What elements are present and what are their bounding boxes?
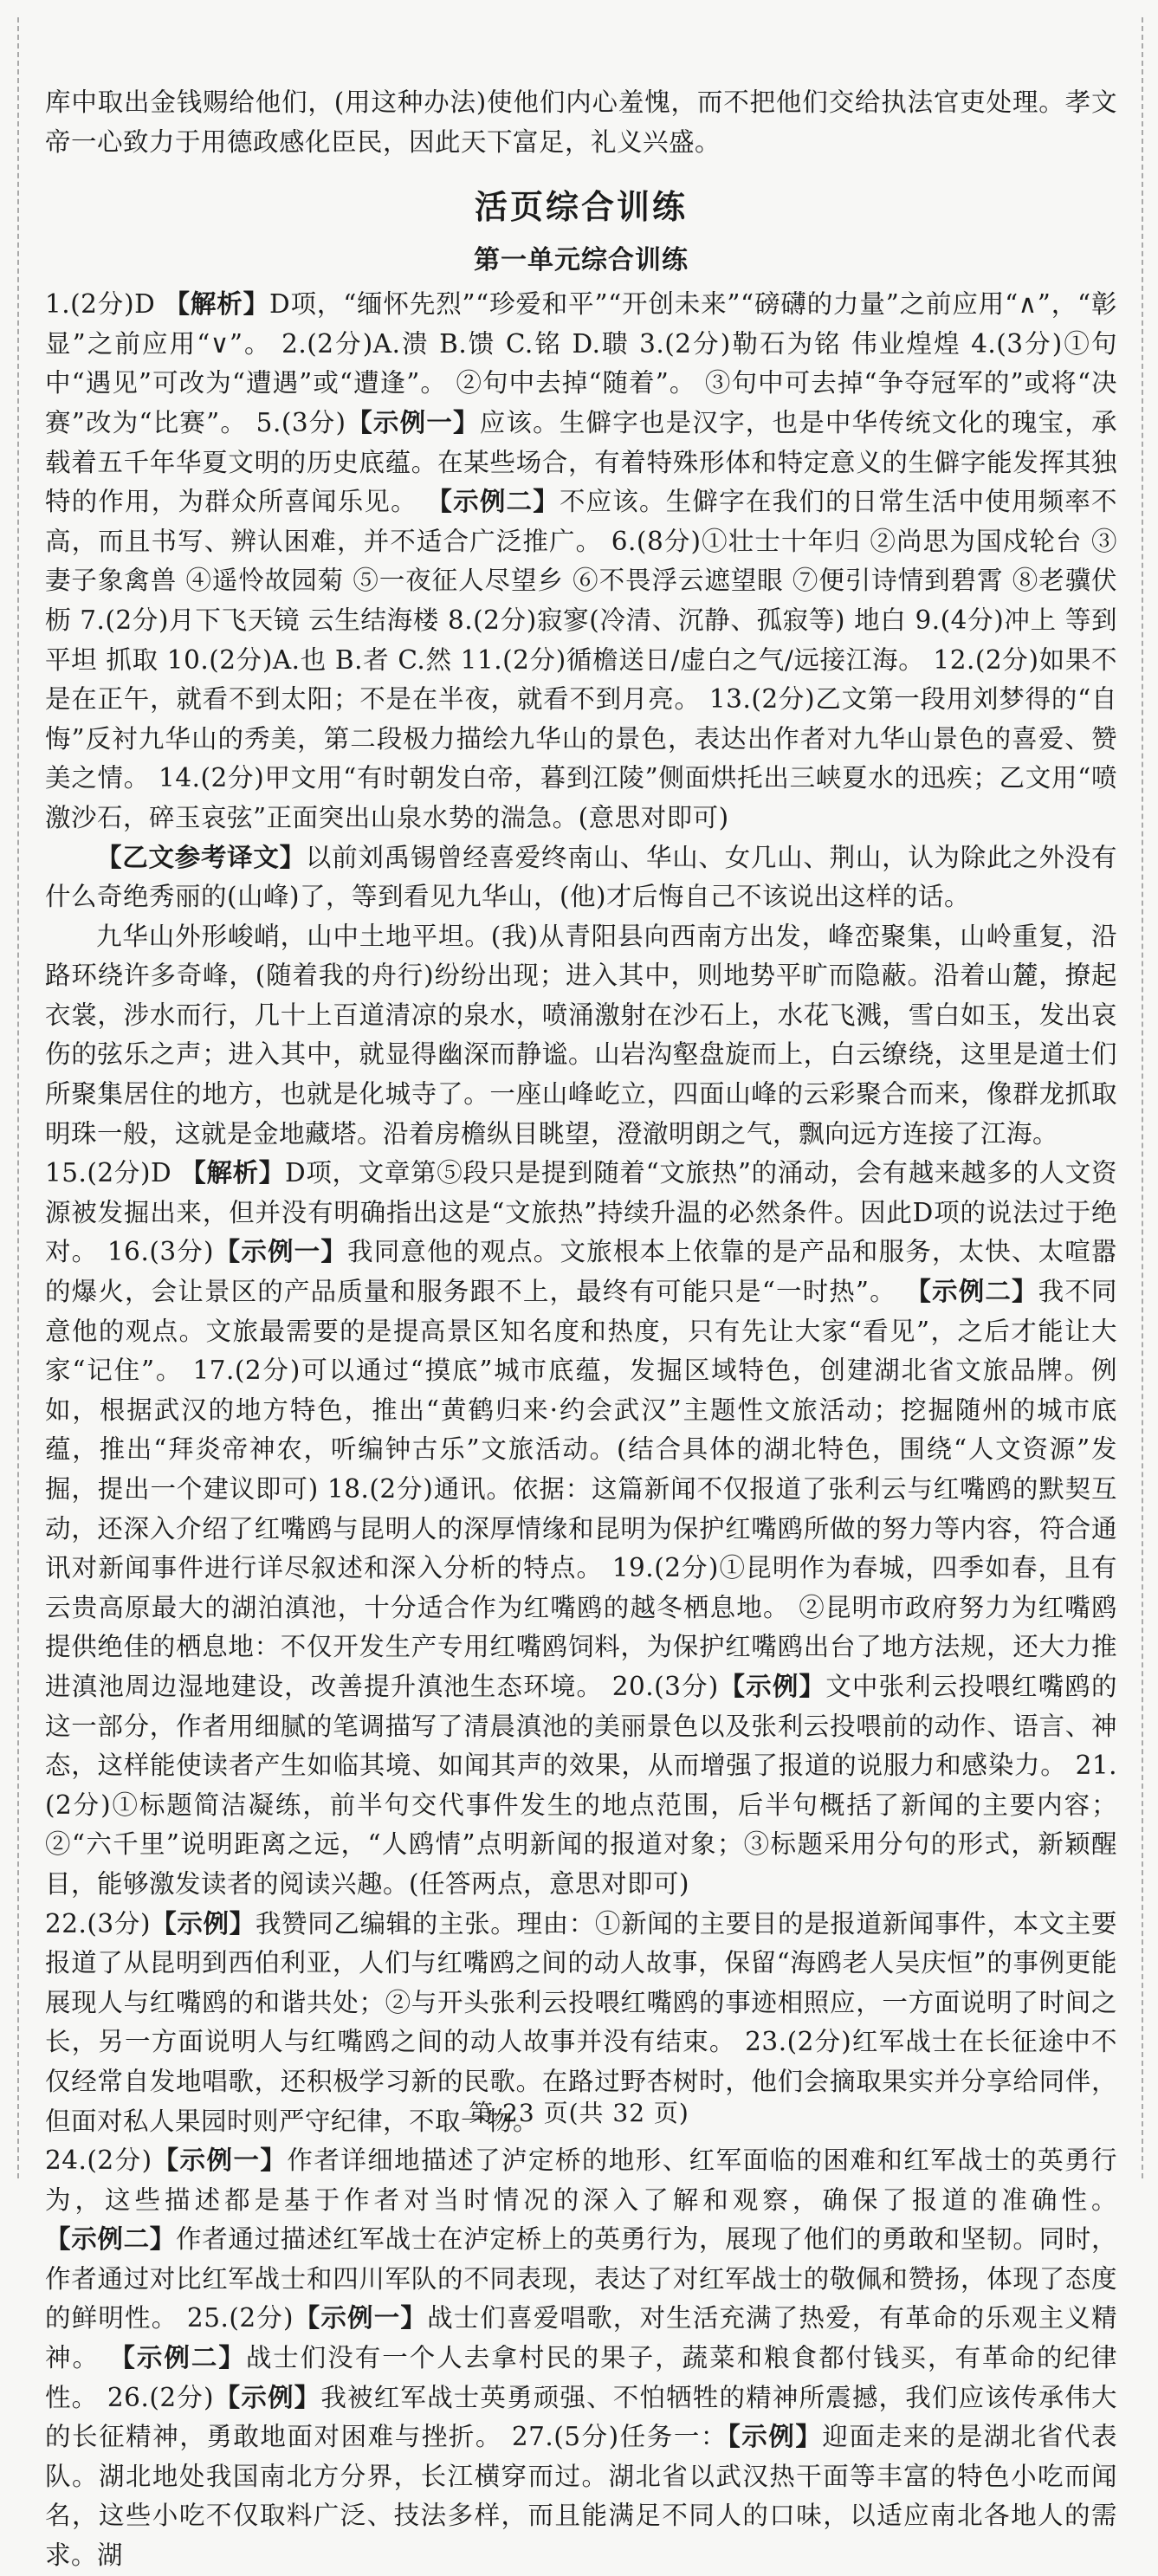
example-tag: 【示例二】	[45, 2224, 176, 2255]
answer-text: 15.(2分)D	[45, 1158, 181, 1188]
answers-15-21	[45, 1154, 1117, 1904]
answer-text: 迎面走来的是湖北省代表队。湖北地处我国南北方分界，长江横穿而过。湖北省以武汉热干面等丰富的特色小吃而闻名，这些小吃不仅取料广泛、技法多样，而且能满足不同人的口味，以适应南北各地人的需求。湖	[45, 2422, 1117, 2571]
answer-text: 文中张利云投喂红嘴鸥的这一部分，作者用细腻的笔调描写了清晨滇池的美丽景色以及张利云投喂前的动作、语言、神态，这样能使读者产生如临其境、如闻其声的效果，从而增强了报道的说服力和感染力。 21.(2分)①标题简洁凝练，前半句交代事件发生的地点范围，后半句概括了新闻的主要内容；②“六千里”说明距离之远，“人鸥情”点明新闻的报道对象；③标题采用分句的形式，新颖醒目，能够激发读者的阅读兴趣。(任答两点，意思对即可)	[45, 1671, 1117, 1899]
left-dashed-border	[17, 17, 19, 2178]
intro-paragraph: 库中取出金钱赐给他们，(用这种办法)使他们内心羞愧，而不把他们交给执法官吏处理。孝文帝一心致力于用德政感化臣民，因此天下富足，礼义兴盛。	[45, 87, 1117, 157]
example-tag: 【示例】	[718, 1671, 826, 1701]
answer-text: 22.(3分)	[45, 1908, 152, 1938]
example-tag: 【示例】	[151, 1908, 256, 1938]
example-tag: 【示例一】	[294, 2303, 428, 2333]
translation-text: 以前刘禹锡曾经喜爱终南山、华山、女几山、荆山，认为除此之外没有什么奇绝秀丽的(山峰)了，等到看见九华山，(他)才后悔自己不该说出这样的话。	[45, 842, 1117, 912]
example-tag: 【示例二】	[905, 1277, 1038, 1307]
translation-tag: 【乙文参考译文】	[96, 842, 306, 872]
answer-text: 战士们没有一个人去拿村民的果子，蔬菜和粮食都付钱买，有革命的纪律性。 26.(2分)	[45, 2343, 1117, 2412]
answer-text: 应该。生僻字也是汉字，也是中华传统文化的瑰宝，承载着五千年华夏文明的历史底蕴。在某些场合，有着特殊形体和特定意义的生僻字能发挥其独特的作用，为群众所喜闻乐见。	[45, 407, 1117, 517]
example-tag: 【示例一】	[213, 1237, 348, 1267]
answer-text: D项，文章第⑤段只是提到随着“文旅热”的涌动，会有越来越多的人文资源被发掘出来，但并没有明确指出这是“文旅热”持续升温的必然条件。因此D项的说法过于绝对。 16.(3分)	[45, 1158, 1117, 1267]
example-tag: 【示例】	[213, 2382, 321, 2412]
answer-text: 24.(2分)	[45, 2146, 152, 2176]
analysis-tag: 【解析】	[164, 289, 269, 320]
answer-text: D项，“缅怀先烈”“珍爱和平”“开创未来”“磅礴的力量”之前应用“∧”，“彰显”之前应用“∨”。 2.(2分)A.溃 B.馈 C.铭 D.聩 3.(2分)勒石为铭 伟业煌煌 4.(3分)①句中“遇见”可改为“遭遇”或“遭逢”。 ②句中去掉“随着”。 ③句中可去掉“争夺冠军的”或将“决赛”改为“比赛”。 5.(3分)	[45, 289, 1117, 437]
right-dashed-border	[1142, 17, 1143, 2178]
section-title: 活页综合训练	[474, 188, 688, 227]
example-tag: 【示例】	[727, 2422, 823, 2452]
answer-text: 我赞同乙编辑的主张。理由：①新闻的主要目的是报道新闻事件，本文主要报道了从昆明到西伯利亚，人们与红嘴鸥之间的动人故事，保留“海鸥老人吴庆恒”的事例更能展现人与红嘴鸥的和谐共处；②与开头张利云投喂红嘴鸥的事迹相照应，一方面说明了时间之长，另一方面说明人与红嘴鸥之间的动人故事并没有结束。 23.(2分)红军战士在长征途中不仅经常自发地唱歌，还积极学习新的民歌。在路过野杏树时，他们会摘取果实并分享给同伴，但面对私人果园时则严守纪律，不取一物。	[45, 1908, 1117, 2136]
unit-title: 第一单元综合训练	[474, 245, 689, 276]
answer-text: 作者详细地描述了泸定桥的地形、红军面临的困难和红军战士的英勇行为，这些描述都是基于作者对当时情况的深入了解和观察，确保了报道的准确性。	[45, 2146, 1117, 2215]
analysis-tag: 【解析】	[180, 1158, 285, 1188]
answer-text: 1.(2分)D	[45, 289, 165, 320]
answer-text: 我被红军战士英勇顽强、不怕牺牲的精神所震撼，我们应该传承伟大的长征精神，勇敢地面对困难与挫折。 27.(5分)任务一：	[45, 2382, 1117, 2452]
example-tag: 【示例二】	[109, 2343, 246, 2373]
page-content	[45, 83, 1117, 2576]
translation-paragraph-2: 九华山外形峻峭，山中土地平坦。(我)从青阳县向西南方出发，峰峦聚集，山岭重复，沿路环绕许多奇峰，(随着我的舟行)纷纷出现；进入其中，则地势平旷而隐蔽。沿着山麓，撩起衣裳，涉水而行，几十上百道清凉的泉水，喷涌激射在沙石上，水花飞溅，雪白如玉，发出哀伤的弦乐之声；进入其中，就显得幽深而静谧。山岩沟壑盘旋而上，白云缭绕，这里是道士们所聚集居住的地方，也就是化城寺了。一座山峰屹立，四面山峰的云彩聚合而来，像群龙抓取明珠一般，这就是金地藏塔。沿着房檐纵目眺望，澄澈明朗之气，飘向远方连接了江海。	[45, 921, 1117, 1149]
example-tag: 【示例一】	[152, 2146, 288, 2176]
answer-text: 不应该。生僻字在我们的日常生活中使用频率不高，而且书写、辨认困难，并不适合广泛推广。 6.(8分)①壮士十年归 ②尚思为国戍轮台 ③妻子象禽兽 ④遥怜故园菊 ⑤一夜征人尽望乡 ⑥不畏浮云遮望眼 ⑦便引诗情到碧霄 ⑧老骥伏枥 7.(2分)月下飞天镜 云生结海楼 8.(2分)寂寥(冷清、沉静、孤寂等) 地白 9.(4分)冲上 等到 平坦 抓取 10.(2分)A.也 B.者 C.然 11.(2分)循檐送日/虚白之气/远接江海。 12.(2分)如果不是在正午，就看不到太阳；不是在半夜，就看不到月亮。 13.(2分)乙文第一段用刘梦得的“自悔”反衬九华山的秀美，第二段极力描绘九华山的景色，表达出作者对九华山景色的喜爱、赞美之情。 14.(2分)甲文用“有时朝发白帝，暮到江陵”侧面烘托出三峡夏水的迅疾；乙文用“喷激沙石，碎玉哀弦”正面突出山泉水势的湍急。(意思对即可)	[45, 487, 1117, 832]
translation-paragraph-1	[45, 838, 1117, 917]
answer-text: 我同意他的观点。文旅根本上依靠的是产品和服务，太快、太喧嚣的爆火，会让景区的产品质量和服务跟不上，最终有可能只是“一时热”。	[45, 1237, 1117, 1307]
example-tag: 【示例二】	[426, 487, 560, 517]
answer-text: 作者通过描述红军战士在泸定桥上的英勇行为，展现了他们的勇敢和坚韧。同时，作者通过对比红军战士和四川军队的不同表现，表达了对红军战士的敬佩和赞扬，体现了态度的鲜明性。 25.(2分)	[45, 2224, 1117, 2333]
answers-24-27	[45, 2141, 1117, 2576]
answer-text: 战士们喜爱唱歌，对生活充满了热爱，有革命的乐观主义精神。	[45, 2303, 1117, 2373]
page-number: 第 23 页(共 32 页)	[469, 2099, 689, 2127]
answer-text: 我不同意他的观点。文旅最需要的是提高景区知名度和热度，只有先让大家“看见”，之后才能让大家“记住”。 17.(2分)可以通过“摸底”城市底蕴，发掘区域特色，创建湖北省文旅品牌。例如，根据武汉的地方特色，推出“黄鹤归来·约会武汉”主题性文旅活动；挖掘随州的城市底蕴，推出“拜炎帝神农，听编钟古乐”文旅活动。(结合具体的湖北特色，围绕“人文资源”发掘，提出一个建议即可) 18.(2分)通讯。依据：这篇新闻不仅报道了张利云与红嘴鸥的默契互动，还深入介绍了红嘴鸥与昆明人的深厚情缘和昆明为保护红嘴鸥所做的努力等内容，符合通讯对新闻事件进行详尽叙述和深入分析的特点。 19.(2分)①昆明作为春城，四季如春，且有云贵高原最大的湖泊滇池，十分适合作为红嘴鸥的越冬栖息地。 ②昆明市政府努力为红嘴鸥提供绝佳的栖息地：不仅开发生产专用红嘴鸥饲料，为保护红嘴鸥出台了地方法规，还大力推进滇池周边湿地建设，改善提升滇池生态环境。 20.(3分)	[45, 1277, 1117, 1701]
answers-1-14	[45, 285, 1117, 838]
example-tag: 【示例一】	[346, 407, 480, 437]
